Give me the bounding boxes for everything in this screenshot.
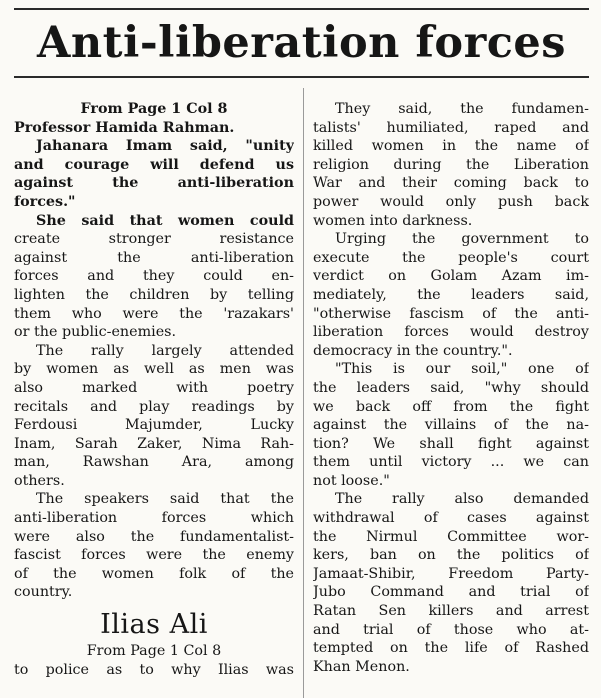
text-line: The rally largely attended [36, 342, 294, 359]
text-line: The speakers said that the [36, 491, 294, 508]
left-column-body [14, 100, 294, 602]
text-line: country. [14, 584, 73, 601]
text-line: kers, ban on the politics of [313, 547, 589, 564]
text-line: Khan Menon. [313, 658, 410, 675]
text-line: anti-liberation forces which [14, 510, 294, 527]
text-line: tempted on the life of Rashed [313, 640, 589, 657]
text-line: execute the people's court [313, 249, 589, 266]
text-line: to police as to why Ilias was [14, 661, 294, 678]
text-line: of the women folk of the [14, 565, 294, 582]
text-line: From Page 1 Col 8 [80, 101, 228, 117]
text-line: women into darkness. [313, 212, 473, 229]
text-line: talists' humiliated, raped and [313, 119, 589, 136]
text-line: religion during the Liberation [313, 156, 589, 173]
text-line: Jahanara Imam said, "unity [36, 138, 294, 155]
text-line: From Page 1 Col 8 [86, 643, 222, 660]
text-line: The rally also demanded [335, 491, 589, 508]
right-column [313, 100, 589, 676]
text-line: and trial of those who at- [313, 621, 589, 638]
text-line: by women as well as men was [14, 361, 294, 378]
text-line: them who were the 'razakars' [14, 305, 294, 322]
headline-bottom-rule [14, 76, 589, 78]
text-line: "otherwise fascism of the anti- [313, 305, 589, 322]
right-column-body [313, 100, 589, 676]
text-line: forces." [14, 193, 76, 210]
text-line: against the anti-liberation [14, 249, 294, 266]
text-line: we back off from the fight [313, 398, 589, 415]
text-line: Professor Hamida Rahman. [14, 119, 235, 136]
text-line: also marked with poetry [14, 379, 294, 396]
text-line: lighten the children by telling [14, 286, 294, 303]
text-line: forces and they could en- [14, 268, 294, 285]
text-line: man, Rawshan Ara, among [14, 454, 294, 471]
headline: Anti-liberation forces [37, 18, 566, 68]
next-story-body [14, 642, 294, 679]
text-line: mediately, the leaders said, [313, 286, 589, 303]
text-line: or the public-enemies. [14, 324, 177, 341]
text-line: not loose." [313, 472, 390, 489]
text-line: killed women in the name of [313, 138, 589, 155]
text-line: create stronger resistance [14, 231, 294, 248]
text-line: She said that women could [36, 212, 294, 229]
byline-ilias-ali: Ilias Ali [100, 609, 208, 641]
text-line: were also the fundamentalist- [14, 528, 294, 545]
text-line: "This is our soil," one of [335, 361, 589, 378]
text-line: verdict on Golam Azam im- [313, 268, 589, 285]
text-line: democracy in the country.". [313, 342, 513, 359]
text-line: recitals and play readings by [14, 398, 294, 415]
text-line: them until victory ... we can [313, 454, 589, 471]
text-line: the Nirmul Committee wor- [313, 528, 589, 545]
text-line: withdrawal of cases against [313, 510, 589, 527]
column-divider [303, 88, 304, 698]
text-line: the leaders said, "why should [313, 379, 589, 396]
left-column [14, 100, 294, 679]
text-line: Ferdousi Majumder, Lucky [14, 417, 294, 434]
text-line: and courage will defend us [14, 156, 294, 173]
text-line: Urging the government to [335, 231, 589, 248]
text-line: against the villains of the na- [313, 417, 589, 434]
text-line: tion? We shall fight against [313, 435, 589, 452]
text-line: They said, the fundamen- [335, 101, 589, 117]
text-line: others. [14, 472, 65, 489]
text-line: power would only push back [313, 193, 589, 210]
text-line: fascist forces were the enemy [14, 547, 294, 564]
text-line: War and their coming back to [313, 175, 589, 192]
text-line: Jamaat-Shibir, Freedom Party- [313, 565, 589, 582]
text-line: against the anti-liberation [14, 175, 294, 192]
text-line: Inam, Sarah Zaker, Nima Rah- [14, 435, 294, 452]
text-line: Ratan Sen killers and arrest [313, 603, 589, 620]
text-line: liberation forces would destroy [313, 324, 589, 341]
text-line: Jubo Command and trial of [313, 584, 589, 601]
